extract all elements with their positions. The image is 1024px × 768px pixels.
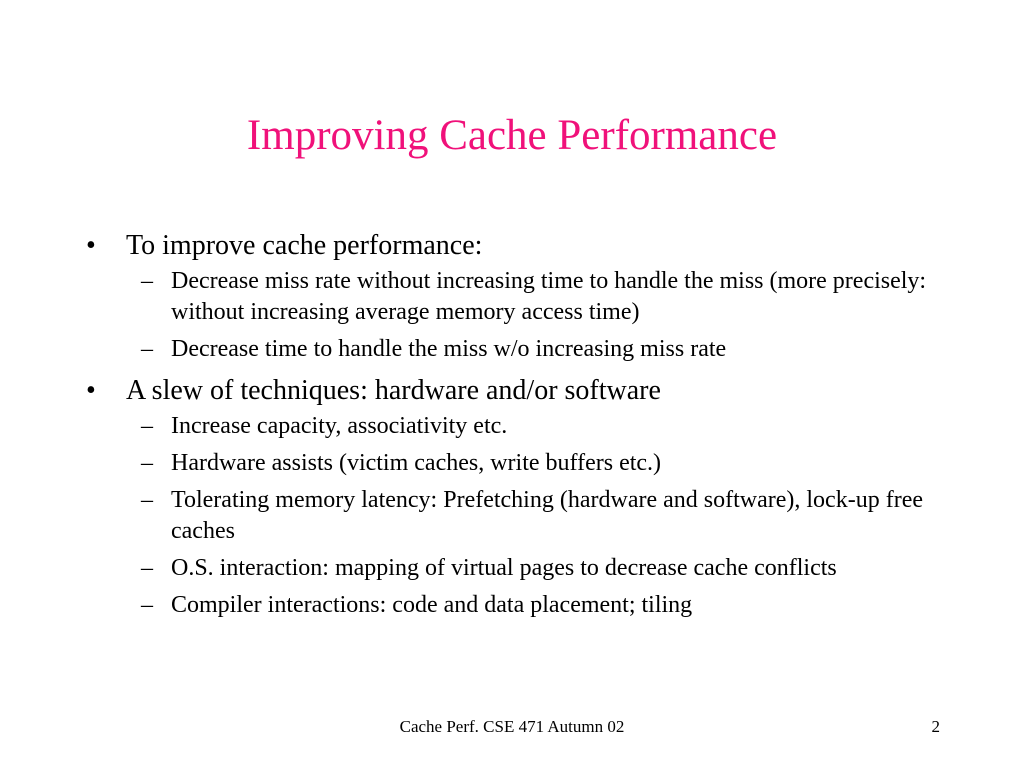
subbullet-text: Compiler interactions: code and data placement; tiling	[171, 592, 693, 618]
subbullet-text: Decrease time to handle the miss w/o increasing miss rate	[171, 336, 727, 362]
bullet-item	[86, 226, 946, 365]
subbullet-item	[126, 553, 946, 584]
bullet-marker: •	[86, 375, 96, 406]
slide-title: Improving Cache Performance	[246, 112, 778, 159]
subbullet-marker: –	[141, 487, 153, 513]
subbullet-list	[126, 411, 946, 621]
subbullet-text: O.S. interaction: mapping of virtual pages to decrease cache conflicts	[171, 555, 837, 581]
subbullet-item	[126, 448, 946, 479]
subbullet-text: Hardware assists (victim caches, write buffers etc.)	[171, 450, 662, 476]
subbullet-marker: –	[141, 413, 153, 439]
subbullet-marker: –	[141, 450, 153, 476]
bullet-list	[86, 226, 946, 627]
subbullet-text: Tolerating memory latency: Prefetching (hardware and software), lock-up free caches	[171, 487, 923, 544]
bullet-marker: •	[86, 230, 96, 261]
subbullet-item	[126, 485, 946, 547]
subbullet-marker: –	[141, 555, 153, 581]
subbullet-marker: –	[141, 592, 153, 618]
subbullet-marker: –	[141, 268, 153, 294]
subbullet-marker: –	[141, 336, 153, 362]
page-number: 2	[931, 717, 940, 736]
subbullet-item	[126, 266, 946, 328]
subbullet-text: Increase capacity, associativity etc.	[171, 413, 508, 439]
slide-footer: Cache Perf. CSE 471 Autumn 02	[399, 717, 625, 736]
subbullet-text: Decrease miss rate without increasing time to handle the miss (more precisely: without increasing average memory access time)	[171, 268, 927, 325]
subbullet-list	[126, 266, 946, 365]
subbullet-item	[126, 590, 946, 621]
bullet-item	[86, 371, 946, 621]
subbullet-item	[126, 334, 946, 365]
bullet-text: A slew of techniques: hardware and/or software	[126, 375, 661, 406]
subbullet-item	[126, 411, 946, 442]
bullet-text: To improve cache performance:	[126, 230, 483, 261]
